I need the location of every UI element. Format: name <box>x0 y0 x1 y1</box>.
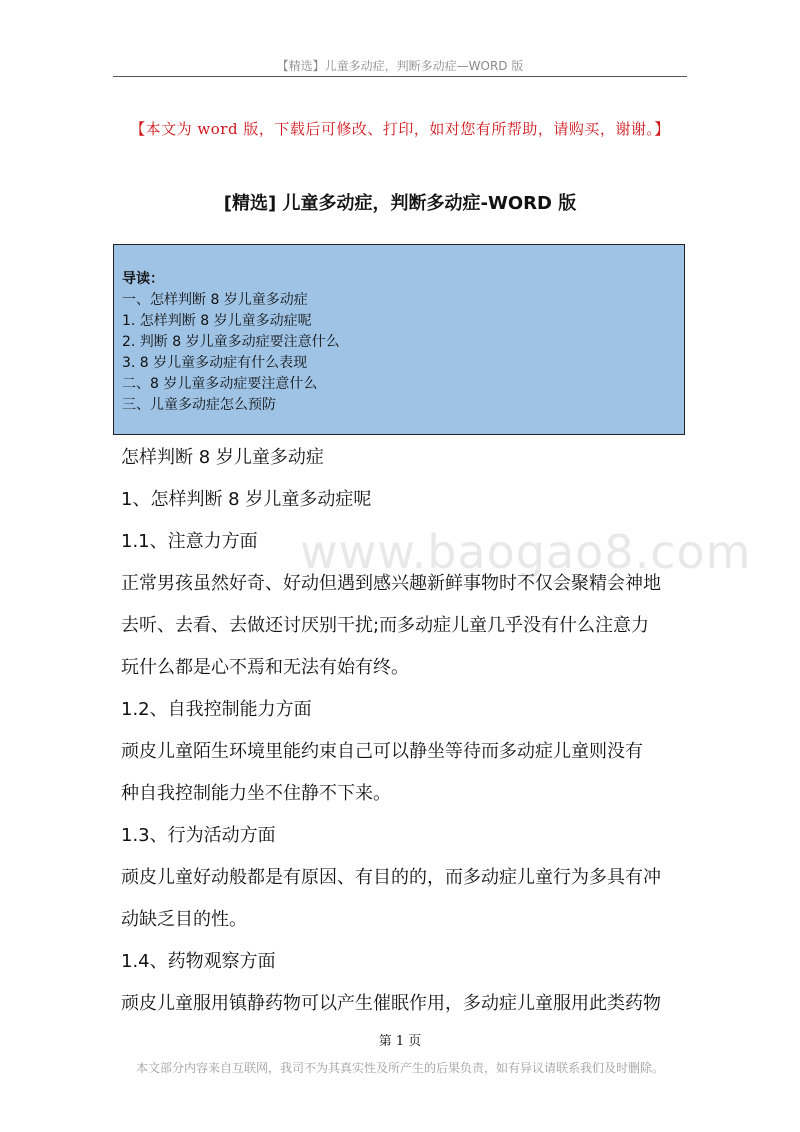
paragraph-line: 正常男孩虽然好奇、好动但遇到感兴趣新鲜事物时不仅会聚精会神地 <box>121 573 661 594</box>
paragraph-line: 顽皮儿童服用镇静药物可以产生催眠作用，多动症儿童服用此类药物 <box>121 993 661 1014</box>
footer-disclaimer: 本文部分内容来自互联网，我司不为其真实性及所产生的后果负责，如有异议请联系我们及时删除。 <box>135 1061 664 1075</box>
purchase-notice: 【本文为 word 版，下载后可修改、打印，如对您有所帮助，请购买，谢谢。】 <box>130 120 670 138</box>
document-title: [精选] 儿童多动症，判断多动症-WORD 版 <box>223 193 577 214</box>
reading-guide-list <box>122 269 340 416</box>
document-body <box>121 437 701 1025</box>
section-1-1-title: 1.1、注意力方面 <box>121 531 258 552</box>
toc-item: 3. 8 岁儿童多动症有什么表现 <box>122 355 308 371</box>
paragraph-line: 顽皮儿童陌生环境里能约束自己可以静坐等待而多动症儿童则没有 <box>121 741 643 762</box>
subsection-heading: 1、怎样判断 8 岁儿童多动症呢 <box>121 489 372 510</box>
paragraph-line: 种自我控制能力坐不住静不下来。 <box>121 783 391 804</box>
paragraph-line: 顽皮儿童好动般都是有原因、有目的的，而多动症儿童行为多具有冲 <box>121 867 661 888</box>
watermark: www.baogao8.com <box>300 525 752 579</box>
paragraph-line: 动缺乏目的性。 <box>121 909 247 930</box>
toc-item: 三、儿童多动症怎么预防 <box>122 397 276 413</box>
section-1-2-title: 1.2、自我控制能力方面 <box>121 699 312 720</box>
paragraph-line: 玩什么都是心不焉和无法有始有终。 <box>121 657 409 678</box>
toc-item: 2. 判断 8 岁儿童多动症要注意什么 <box>122 334 340 350</box>
reading-guide-box <box>113 244 685 435</box>
header-divider <box>113 76 687 77</box>
section-heading: 怎样判断 8 岁儿童多动症 <box>121 447 324 468</box>
section-1-3-title: 1.3、行为活动方面 <box>121 825 276 846</box>
page-number: 第 1 页 <box>378 1034 422 1049</box>
section-1-4-title: 1.4、药物观察方面 <box>121 951 276 972</box>
toc-item: 1. 怎样判断 8 岁儿童多动症呢 <box>122 313 312 329</box>
paragraph-line: 去听、去看、去做还讨厌别干扰;而多动症儿童几乎没有什么注意力 <box>121 615 650 636</box>
toc-item: 二、8 岁儿童多动症要注意什么 <box>122 376 318 392</box>
toc-item: 一、怎样判断 8 岁儿童多动症 <box>122 292 308 308</box>
page-header-title: 【精选】儿童多动症，判断多动症—WORD 版 <box>276 59 524 73</box>
reading-guide-heading: 导读： <box>122 271 164 287</box>
